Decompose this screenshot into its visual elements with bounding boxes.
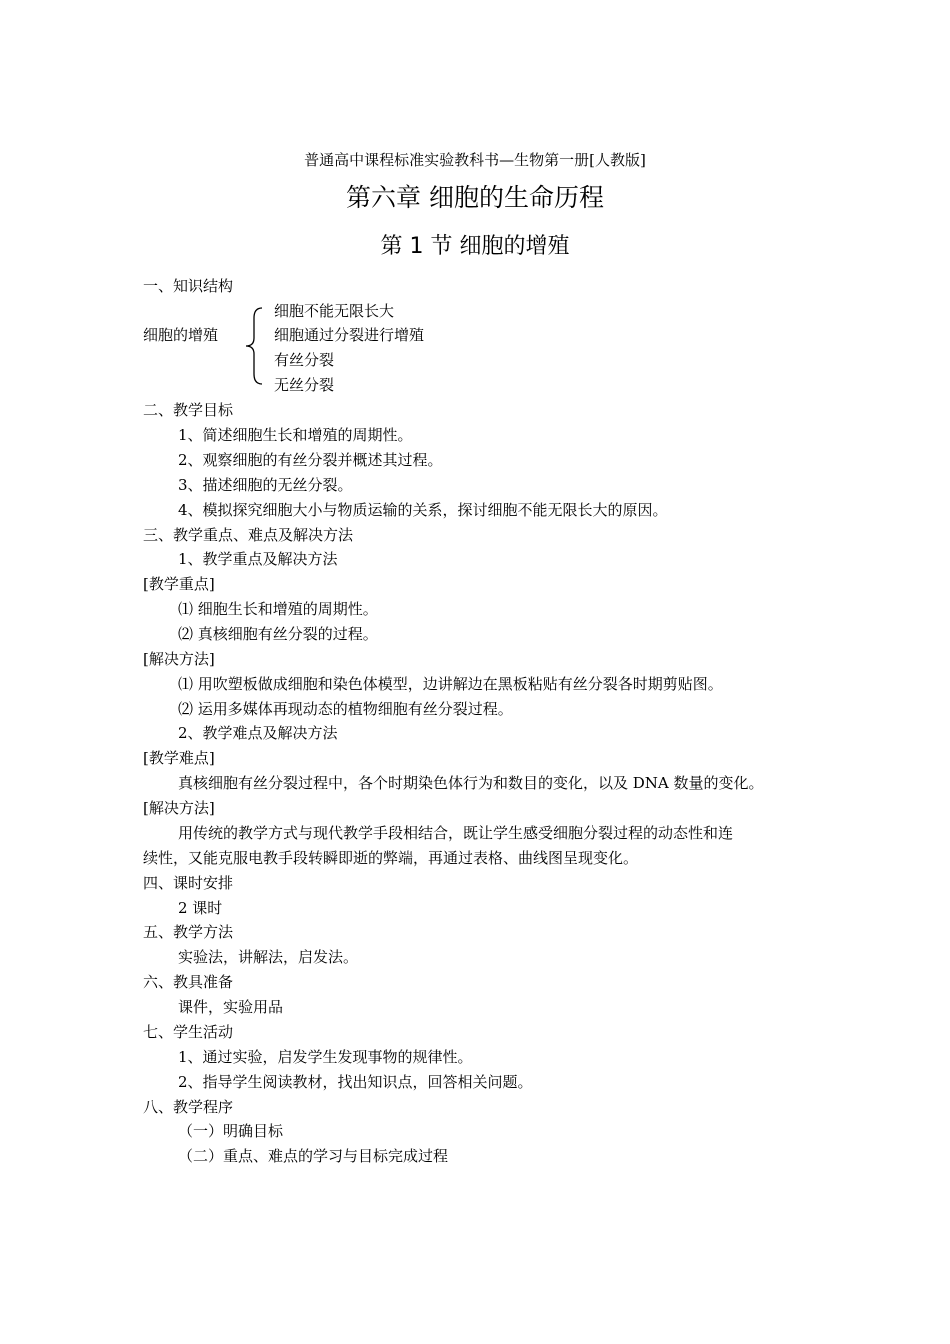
schedule-text: 2 课时 [178,899,223,917]
objective-item: 2、观察细胞的有丝分裂并概述其过程。 [178,451,443,469]
objectives-heading: 二、教学目标 [143,401,234,419]
curly-brace-icon [242,306,266,386]
key-points-sub2: 2、教学难点及解决方法 [178,724,338,742]
key-points-heading: 三、教学重点、难点及解决方法 [143,526,354,544]
structure-branch: 细胞不能无限长大 [274,302,395,320]
method-label: [解决方法] [143,650,215,668]
focus-item: ⑴ 细胞生长和增殖的周期性。 [178,600,378,618]
objective-item: 4、模拟探究细胞大小与物质运输的关系，探讨细胞不能无限长大的原因。 [178,501,668,519]
method-item: ⑴ 用吹塑板做成细胞和染色体模型，边讲解边在黑板粘贴有丝分裂各时期剪贴图。 [178,675,723,693]
procedure-item: （一）明确目标 [178,1122,284,1140]
structure-branch: 有丝分裂 [274,351,335,369]
objective-item: 3、描述细胞的无丝分裂。 [178,476,353,494]
method-item: ⑵ 运用多媒体再现动态的植物细胞有丝分裂过程。 [178,700,513,718]
structure-branch: 细胞通过分裂进行增殖 [274,326,425,344]
method2-text-line1: 用传统的教学方式与现代教学手段相结合，既让学生感受细胞分裂过程的动态性和连 [178,824,734,842]
aids-heading: 六、教具准备 [143,973,234,991]
method2-label: [解决方法] [143,799,215,817]
method2-text-line2: 续性，又能克服电教手段转瞬即逝的弊端，再通过表格、曲线图呈现变化。 [143,849,639,867]
activity-item: 2、指导学生阅读教材，找出知识点，回答相关问题。 [178,1073,533,1091]
knowledge-structure-heading: 一、知识结构 [143,277,234,295]
procedure-heading: 八、教学程序 [143,1098,234,1116]
chapter-title: 第六章 细胞的生命历程 [346,183,604,212]
methods-text: 实验法，讲解法，启发法。 [178,948,359,966]
schedule-heading: 四、课时安排 [143,874,234,892]
focus-item: ⑵ 真核细胞有丝分裂的过程。 [178,625,378,643]
objective-item: 1、简述细胞生长和增殖的周期性。 [178,426,413,444]
difficulty-text: 真核细胞有丝分裂过程中，各个时期染色体行为和数目的变化，以及 DNA 数量的变化。 [178,774,764,792]
aids-text: 课件，实验用品 [178,998,284,1016]
procedure-item: （二）重点、难点的学习与目标完成过程 [178,1147,449,1165]
section-title: 第 1 节 细胞的增殖 [380,234,570,259]
difficulty-label: [教学难点] [143,749,215,767]
activities-heading: 七、学生活动 [143,1023,234,1041]
activity-item: 1、通过实验，启发学生发现事物的规律性。 [178,1048,473,1066]
document-header: 普通高中课程标准实验教科书—生物第一册[人教版] [304,151,646,169]
focus-label: [教学重点] [143,575,215,593]
structure-branch: 无丝分裂 [274,376,335,394]
methods-heading: 五、教学方法 [143,923,234,941]
key-points-sub1: 1、教学重点及解决方法 [178,550,338,568]
structure-root: 细胞的增殖 [143,326,219,344]
